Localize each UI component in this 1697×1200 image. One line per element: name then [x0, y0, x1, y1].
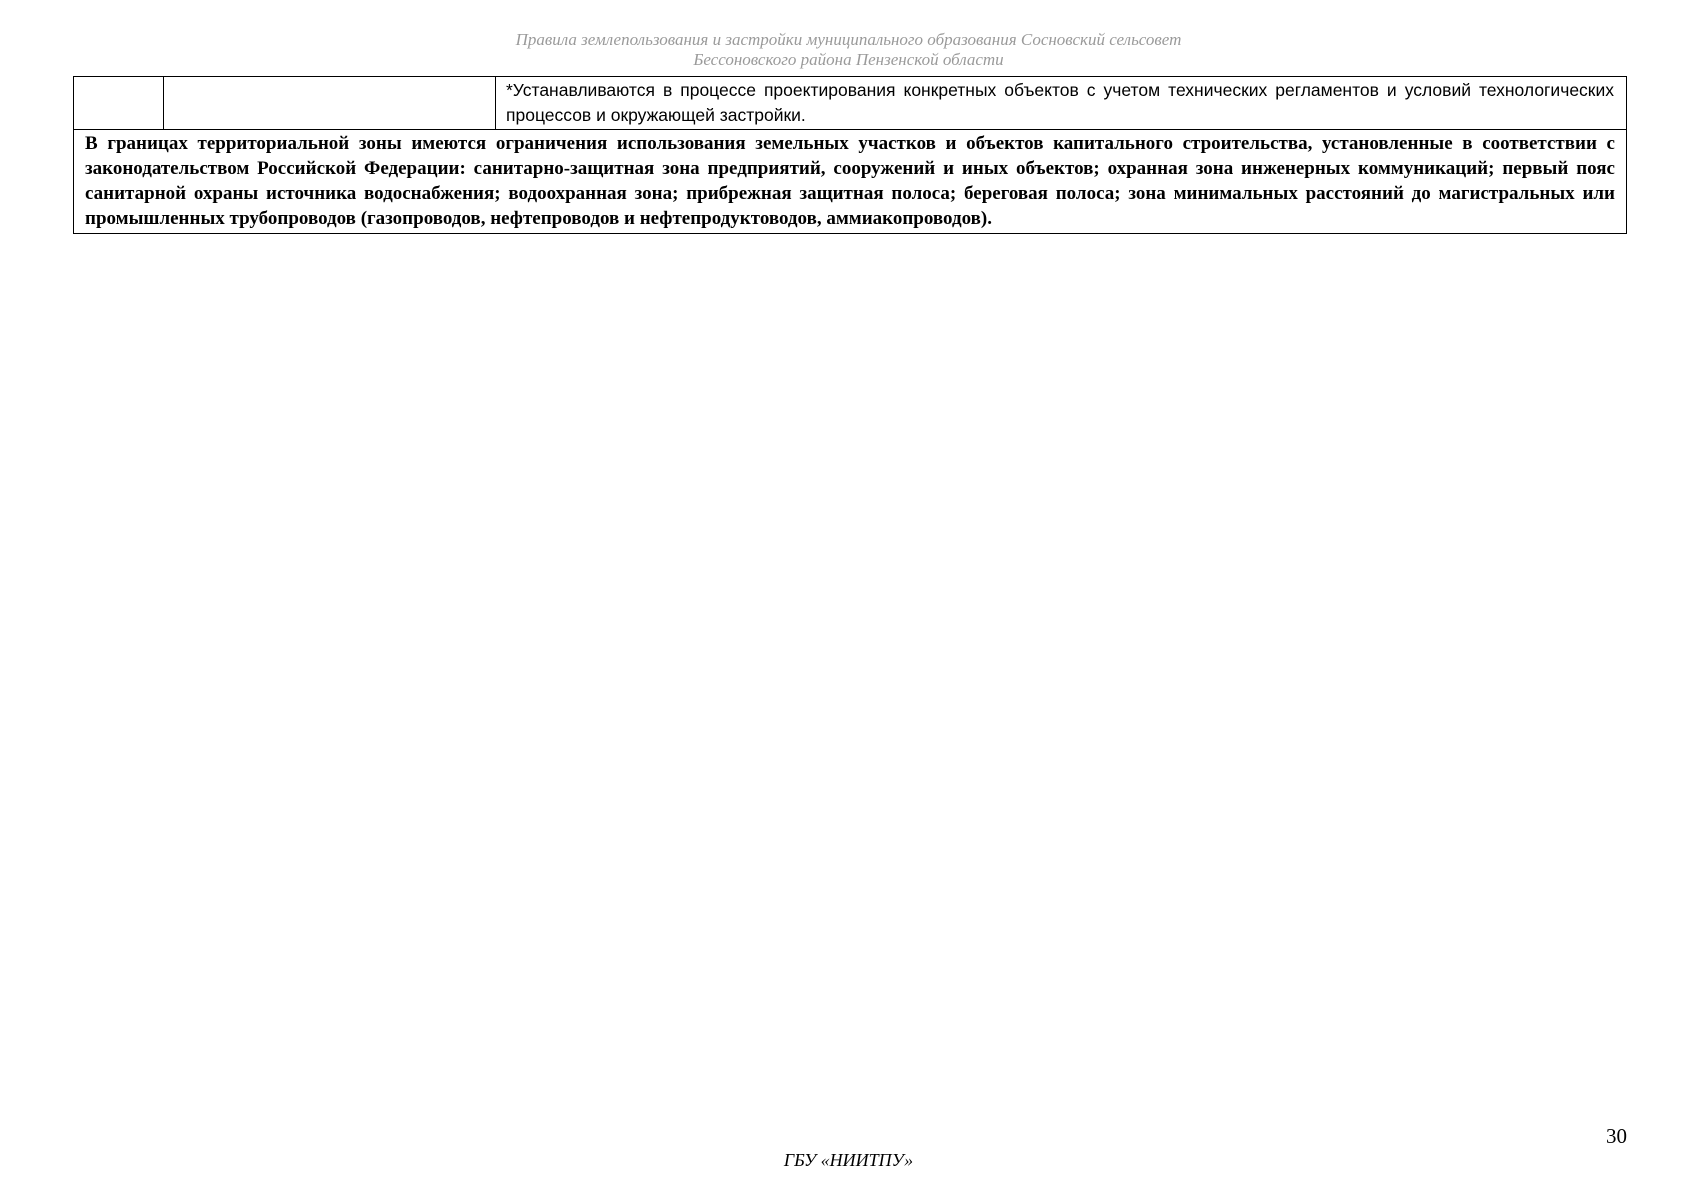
table-cell-number: [74, 77, 164, 130]
header-line-1: Правила землепользования и застройки муниципального образования Сосновский сельсовет: [515, 30, 1182, 49]
footer-organization: ГБУ «НИИТПУ»: [783, 1150, 914, 1170]
page-number: 30: [1606, 1124, 1627, 1148]
table-cell-note: *Устанавливаются в процессе проектирования конкретных объектов с учетом технических регламентов и условий технологических процессов и окружающей застройки.: [496, 77, 1627, 130]
running-header: [0, 30, 1697, 70]
table-cell-parameter: [164, 77, 496, 130]
restrictions-text: В границах территориальной зоны имеются ограничения использования земельных участков и объектов капитального строительства, установленные в соответствии с законодательством Российской Федерации: санитарно-защитная зона предприятий, сооружений и иных объектов; охранная зона инженерных коммуникаций; первый пояс санитарной охраны источника водоснабжения; водоохранная зона; прибрежная защитная полоса; береговая полоса; зона минимальных расстояний до магистральных или промышленных трубопроводов (газопроводов, нефтепроводов и нефтепродуктоводов, аммиакопроводов).: [74, 130, 1627, 234]
regulations-table: [73, 76, 1627, 234]
table-row-restrictions: [74, 130, 1627, 234]
table-row: [74, 77, 1627, 130]
header-line-2: Бессоновского района Пензенской области: [693, 50, 1004, 69]
